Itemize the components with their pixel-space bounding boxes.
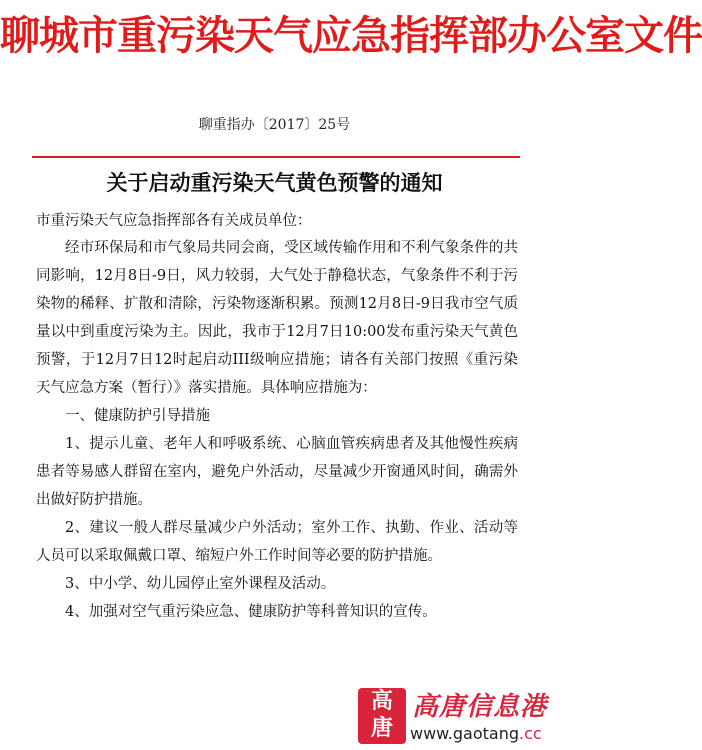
watermark-url-main: www.gaotang: [410, 724, 519, 743]
paragraph-item-3: 3、中小学、幼儿园停止室外课程及活动。: [65, 576, 336, 592]
paragraph-item-4: 4、加强对空气重污染应急、健康防护等科普知识的宣传。: [65, 604, 437, 620]
section-heading: 一、健康防护引导措施: [65, 408, 210, 424]
paragraph-item-1: 1、提示儿童、老年人和呼吸系统、心脑血管疾病患者及其他慢性疾病患者等易感人群留在室内，避免户外活动，尽量减少开窗通风时间，确需外出做好防护措施。: [36, 436, 518, 508]
red-divider: [32, 156, 520, 158]
paragraph-intro: 经市环保局和市气象局共同会商，受区域传输作用和不利气象条件的共同影响，12月8日-9日，风力较弱，大气处于静稳状态，气象条件不利于污染物的稀释、扩散和清除，污染物逐渐积累。预测12月8日-9日我市空气质量以中到重度污染为主。因此，我市于12月7日10:00发布重污染天气黄色预警，于12月7日12时起启动III级响应措施；请各有关部门按照《重污染天气应急方案（暂行）》落实措施。具体响应措施为：: [36, 240, 518, 396]
document-header: 聊城市重污染天气应急指挥部办公室文件: [0, 13, 702, 59]
notice-body: [36, 234, 518, 626]
site-watermark: [358, 684, 548, 748]
salutation: 市重污染天气应急指挥部各有关成员单位：: [36, 213, 312, 229]
paragraph-item-2: 2、建议一般人群尽量减少户外活动；室外工作、执勤、作业、活动等人员可以采取佩戴口罩、缩短户外工作时间等必要的防护措施。: [36, 520, 518, 564]
watermark-url-tld: .cc: [519, 724, 542, 743]
document-number: 聊重指办〔2017〕25号: [198, 117, 351, 133]
watermark-logo-top: 高: [370, 689, 393, 714]
watermark-site-name: 高唐信息港: [412, 692, 548, 722]
watermark-logo-bottom: 唐: [370, 716, 393, 741]
watermark-url: [410, 724, 542, 743]
watermark-logo: [358, 688, 406, 744]
notice-title: 关于启动重污染天气黄色预警的通知: [106, 171, 443, 195]
